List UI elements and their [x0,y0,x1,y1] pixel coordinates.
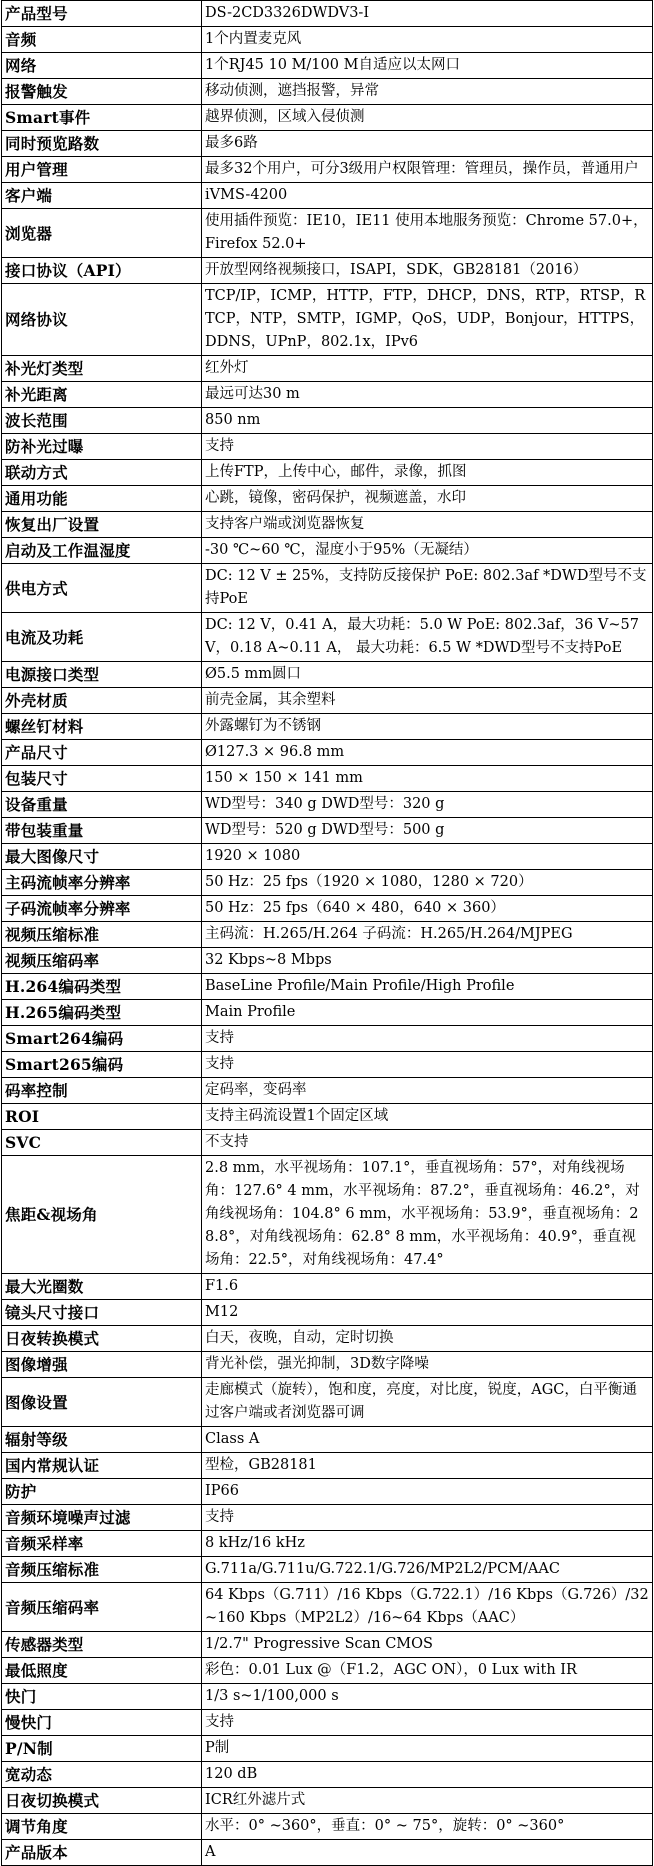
spec-label: 外壳材质 [2,688,202,714]
table-row [2,818,653,844]
spec-label: 电源接口类型 [2,662,202,688]
table-row [2,27,653,53]
spec-label: 慢快门 [2,1710,202,1736]
spec-value: 64 Kbps（G.711）/16 Kbps（G.722.1）/16 Kbps（G.726）/32~160 Kbps（MP2L2）/16~64 Kbps（AAC） [202,1583,653,1632]
table-row [2,131,653,157]
spec-label: 包装尺寸 [2,766,202,792]
table-row [2,564,653,613]
spec-value: 1个RJ45 10 M/100 M自适应以太网口 [202,53,653,79]
spec-label: 产品型号 [2,1,202,27]
spec-value: 1个内置麦克风 [202,27,653,53]
table-row [2,1,653,27]
spec-table [1,0,653,1866]
spec-label: 焦距&视场角 [2,1156,202,1274]
spec-value: DC: 12 V，0.41 A，最大功耗：5.0 W PoE: 802.3af，36 V~57 V，0.18 A~0.11 A， 最大功耗：6.5 W *DWD型号不支持PoE [202,613,653,662]
table-row [2,662,653,688]
spec-label: 最大光圈数 [2,1274,202,1300]
table-row [2,1000,653,1026]
table-row [2,766,653,792]
spec-value: Ø127.3 × 96.8 mm [202,740,653,766]
spec-label: Smart264编码 [2,1026,202,1052]
table-row [2,1378,653,1427]
spec-label: 图像增强 [2,1352,202,1378]
spec-value: A [202,1840,653,1866]
spec-value: -30 ℃~60 ℃，湿度小于95%（无凝结） [202,538,653,564]
table-row [2,183,653,209]
spec-value: 支持 [202,1710,653,1736]
spec-label: 通用功能 [2,486,202,512]
table-row [2,974,653,1000]
table-row [2,1684,653,1710]
spec-value: G.711a/G.711u/G.722.1/G.726/MP2L2/PCM/AAC [202,1557,653,1583]
spec-label: 日夜转换模式 [2,1326,202,1352]
spec-value: 支持主码流设置1个固定区域 [202,1104,653,1130]
table-row [2,1052,653,1078]
spec-value: IP66 [202,1479,653,1505]
table-row [2,948,653,974]
spec-label: 联动方式 [2,460,202,486]
spec-value: 1/2.7" Progressive Scan CMOS [202,1632,653,1658]
spec-label: 带包装重量 [2,818,202,844]
spec-label: 音频采样率 [2,1531,202,1557]
table-row [2,157,653,183]
spec-label: 网络 [2,53,202,79]
table-row [2,896,653,922]
table-row [2,1479,653,1505]
table-row [2,1274,653,1300]
table-row [2,1427,653,1453]
table-row [2,1300,653,1326]
table-row [2,844,653,870]
spec-label: 供电方式 [2,564,202,613]
table-row [2,1505,653,1531]
table-row [2,382,653,408]
spec-label: 音频压缩标准 [2,1557,202,1583]
spec-label: 螺丝钉材料 [2,714,202,740]
spec-label: 防护 [2,1479,202,1505]
spec-label: 电流及功耗 [2,613,202,662]
spec-label: 快门 [2,1684,202,1710]
spec-value: 红外灯 [202,356,653,382]
spec-label: 报警触发 [2,79,202,105]
table-row [2,356,653,382]
spec-label: ROI [2,1104,202,1130]
table-row [2,538,653,564]
spec-label: 镜头尺寸接口 [2,1300,202,1326]
table-row [2,1352,653,1378]
spec-label: SVC [2,1130,202,1156]
table-row [2,1583,653,1632]
table-row [2,512,653,538]
table-row [2,486,653,512]
spec-value: 50 Hz：25 fps（640 × 480，640 × 360） [202,896,653,922]
spec-label: 网络协议 [2,284,202,356]
spec-label: P/N制 [2,1736,202,1762]
spec-value: 移动侦测，遮挡报警，异常 [202,79,653,105]
spec-label: 码率控制 [2,1078,202,1104]
spec-label: 产品尺寸 [2,740,202,766]
spec-value: 850 nm [202,408,653,434]
table-row [2,1814,653,1840]
table-row [2,79,653,105]
spec-value: 支持 [202,434,653,460]
table-row [2,1026,653,1052]
spec-label: 启动及工作温湿度 [2,538,202,564]
spec-value: 使用插件预览：IE10，IE11 使用本地服务预览：Chrome 57.0+，Firefox 52.0+ [202,209,653,258]
spec-value: BaseLine Profile/Main Profile/High Profile [202,974,653,1000]
spec-label: 国内常规认证 [2,1453,202,1479]
spec-label: 同时预览路数 [2,131,202,157]
table-row [2,53,653,79]
table-row [2,714,653,740]
spec-label: 调节角度 [2,1814,202,1840]
spec-value: 50 Hz：25 fps（1920 × 1080，1280 × 720） [202,870,653,896]
table-row [2,1840,653,1866]
spec-value: 1920 × 1080 [202,844,653,870]
table-row [2,1104,653,1130]
spec-label: 产品版本 [2,1840,202,1866]
table-row [2,105,653,131]
spec-label: 恢复出厂设置 [2,512,202,538]
spec-label: Smart事件 [2,105,202,131]
spec-label: 主码流帧率分辨率 [2,870,202,896]
spec-value: F1.6 [202,1274,653,1300]
table-row [2,1326,653,1352]
spec-value: 不支持 [202,1130,653,1156]
spec-label: 宽动态 [2,1762,202,1788]
spec-label: 设备重量 [2,792,202,818]
spec-label: 视频压缩码率 [2,948,202,974]
table-row [2,688,653,714]
spec-label: 用户管理 [2,157,202,183]
table-row [2,284,653,356]
spec-value: P制 [202,1736,653,1762]
spec-value: 支持 [202,1026,653,1052]
table-row [2,1156,653,1274]
table-row [2,1453,653,1479]
spec-value: DS-2CD3326DWDV3-I [202,1,653,27]
spec-label: 图像设置 [2,1378,202,1427]
spec-label: 子码流帧率分辨率 [2,896,202,922]
spec-label: 浏览器 [2,209,202,258]
spec-label: 最低照度 [2,1658,202,1684]
spec-label: H.264编码类型 [2,974,202,1000]
spec-label: 辐射等级 [2,1427,202,1453]
table-row [2,922,653,948]
spec-table-body [2,1,653,1866]
spec-label: 传感器类型 [2,1632,202,1658]
table-row [2,613,653,662]
table-row [2,1736,653,1762]
spec-label: H.265编码类型 [2,1000,202,1026]
spec-value: Ø5.5 mm圆口 [202,662,653,688]
table-row [2,1632,653,1658]
spec-value: Class A [202,1427,653,1453]
spec-value: DC: 12 V ± 25%，支持防反接保护 PoE: 802.3af *DWD型号不支持PoE [202,564,653,613]
table-row [2,209,653,258]
spec-value: iVMS-4200 [202,183,653,209]
spec-value: 支持 [202,1505,653,1531]
spec-value: 120 dB [202,1762,653,1788]
spec-value: 定码率，变码率 [202,1078,653,1104]
spec-value: 开放型网络视频接口，ISAPI，SDK，GB28181（2016） [202,258,653,284]
spec-value: 最远可达30 m [202,382,653,408]
table-row [2,1557,653,1583]
table-row [2,434,653,460]
spec-label: 补光距离 [2,382,202,408]
table-row [2,1531,653,1557]
table-row [2,1788,653,1814]
table-row [2,408,653,434]
spec-value: TCP/IP，ICMP，HTTP，FTP，DHCP，DNS，RTP，RTSP，RTCP，NTP，SMTP，IGMP，QoS，UDP，Bonjour，HTTPS，DDNS，UPnP，802.1x，IPv6 [202,284,653,356]
spec-value: Main Profile [202,1000,653,1026]
spec-label: 最大图像尺寸 [2,844,202,870]
spec-value: 越界侦测，区域入侵侦测 [202,105,653,131]
table-row [2,1658,653,1684]
table-row [2,460,653,486]
spec-value: 上传FTP，上传中心，邮件，录像，抓图 [202,460,653,486]
table-row [2,792,653,818]
table-row [2,870,653,896]
spec-value: 走廊模式（旋转），饱和度，亮度，对比度，锐度，AGC，白平衡通过客户端或者浏览器可调 [202,1378,653,1427]
table-row [2,1710,653,1736]
spec-value: 最多32个用户，可分3级用户权限管理：管理员，操作员，普通用户 [202,157,653,183]
spec-value: 最多6路 [202,131,653,157]
spec-value: WD型号：520 g DWD型号：500 g [202,818,653,844]
spec-value: 彩色：0.01 Lux @（F1.2，AGC ON），0 Lux with IR [202,1658,653,1684]
spec-label: 音频环境噪声过滤 [2,1505,202,1531]
spec-value: 32 Kbps~8 Mbps [202,948,653,974]
spec-label: 日夜切换模式 [2,1788,202,1814]
spec-value: 2.8 mm，水平视场角：107.1°，垂直视场角：57°，对角线视场角：127.6° 4 mm，水平视场角：87.2°，垂直视场角：46.2°，对角线视场角：104.8° 6 mm，水平视场角：53.9°，垂直视场角：28.8°，对角线视场角：62.8° 8 mm，水平视场角：40.9°，垂直视场角：22.5°，对角线视场角：47.4° [202,1156,653,1274]
spec-label: 防补光过曝 [2,434,202,460]
spec-value: 白天，夜晚，自动，定时切换 [202,1326,653,1352]
spec-value: 水平：0° ~360°，垂直：0° ~ 75°，旋转：0° ~360° [202,1814,653,1840]
spec-value: 主码流：H.265/H.264 子码流：H.265/H.264/MJPEG [202,922,653,948]
spec-label: 波长范围 [2,408,202,434]
spec-label: 视频压缩标准 [2,922,202,948]
table-row [2,1130,653,1156]
spec-value: 150 × 150 × 141 mm [202,766,653,792]
table-row [2,740,653,766]
spec-value: ICR红外滤片式 [202,1788,653,1814]
spec-value: WD型号：340 g DWD型号：320 g [202,792,653,818]
spec-label: 补光灯类型 [2,356,202,382]
spec-value: 支持 [202,1052,653,1078]
spec-value: 支持客户端或浏览器恢复 [202,512,653,538]
spec-value: 外露螺钉为不锈钢 [202,714,653,740]
spec-label: Smart265编码 [2,1052,202,1078]
table-row [2,1762,653,1788]
spec-label: 音频压缩码率 [2,1583,202,1632]
spec-label: 客户端 [2,183,202,209]
spec-value: 背光补偿，强光抑制，3D数字降噪 [202,1352,653,1378]
spec-value: 8 kHz/16 kHz [202,1531,653,1557]
spec-value: 型检，GB28181 [202,1453,653,1479]
table-row [2,258,653,284]
spec-value: 前壳金属，其余塑料 [202,688,653,714]
spec-value: 心跳，镜像，密码保护，视频遮盖，水印 [202,486,653,512]
table-row [2,1078,653,1104]
spec-value: 1/3 s~1/100,000 s [202,1684,653,1710]
spec-label: 接口协议（API） [2,258,202,284]
spec-label: 音频 [2,27,202,53]
spec-value: M12 [202,1300,653,1326]
